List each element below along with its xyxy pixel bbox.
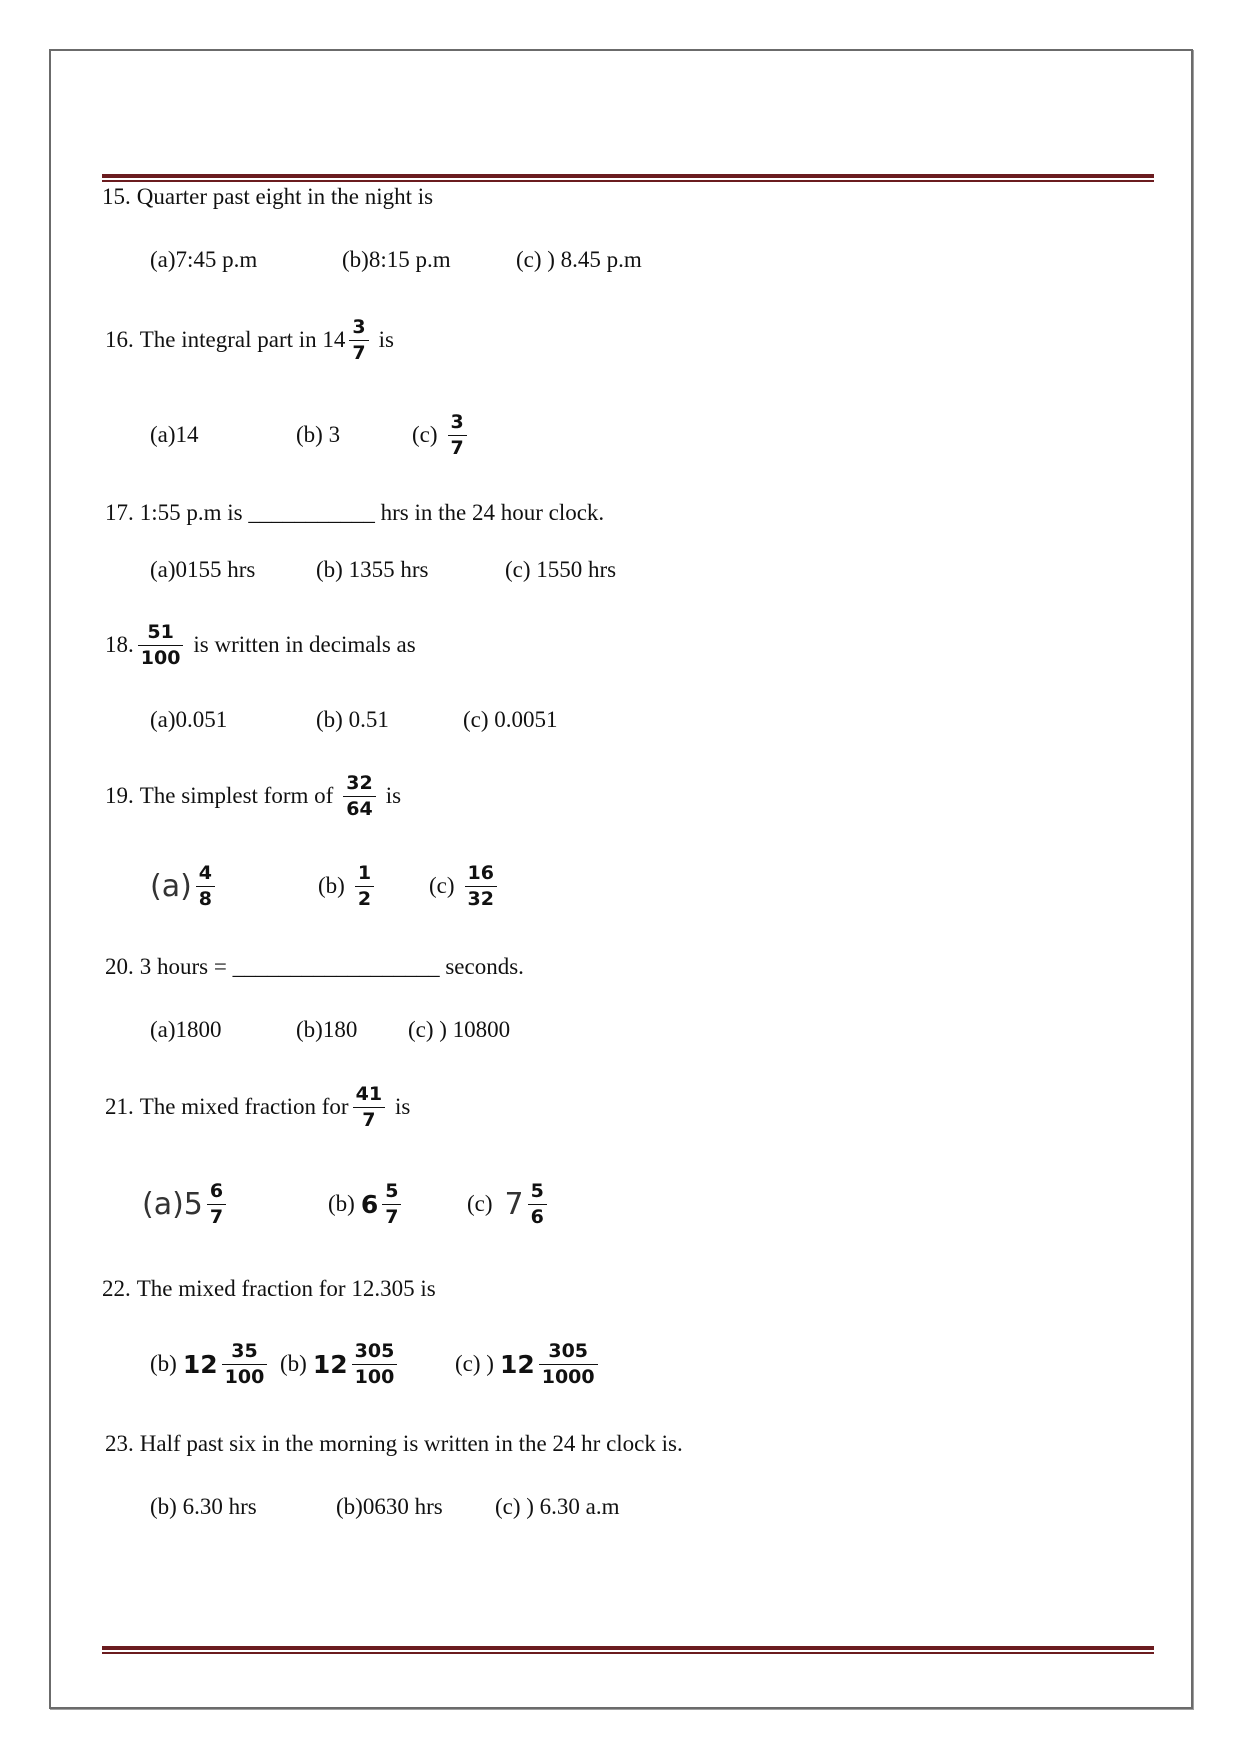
question-text: Half past six in the morning is written in the 24 hr clock is. [139,1431,683,1456]
question-15 [102,167,433,227]
options-23 [150,1477,750,1537]
fraction: $\frac{305}{1000}$ [539,1342,598,1387]
question-number: 18. [105,632,134,657]
fraction: $\frac{3}{7}$ [349,318,368,363]
option-a[interactable]: (a) $\frac{4}{8}$ [150,856,219,916]
question-number: 20. [105,954,134,979]
fraction: $\frac{5}{7}$ [382,1182,401,1227]
options-16 [150,405,650,465]
fraction: $\frac{16}{32}$ [465,864,497,909]
options-20 [150,1000,650,1060]
option-b[interactable]: (b) 1355 hrs [316,557,429,582]
question-text-end: is [385,783,402,808]
fraction: $\frac{6}{7}$ [207,1182,226,1227]
options-17 [150,540,750,600]
question-text: The simplest form of [139,783,334,808]
option-a[interactable]: (a)5 $\frac{6}{7}$ [142,1174,230,1234]
fraction: $\frac{305}{100}$ [352,1342,398,1387]
option-c[interactable]: (c) $\frac{3}{7}$ [412,405,471,465]
options-19 [150,856,650,916]
option-b[interactable]: (b) 12 $\frac{305}{100}$ [280,1334,401,1394]
option-b[interactable]: (b) $\frac{1}{2}$ [318,856,378,916]
fraction: $\frac{41}{7}$ [353,1085,385,1130]
question-number: 15. [102,184,131,209]
options-18 [150,690,750,750]
fraction: $\frac{4}{8}$ [196,864,215,909]
options-15 [150,230,850,290]
question-23 [105,1414,683,1474]
options-22 [150,1334,850,1394]
question-text: The mixed fraction for 12.305 is [136,1276,436,1301]
fraction: $\frac{51}{100}$ [138,623,184,668]
option-b[interactable]: (b) 0.51 [316,707,389,732]
option-a[interactable]: (a)1800 [150,1017,222,1042]
question-16 [105,310,394,370]
question-18 [105,615,416,675]
option-a[interactable]: (a)7:45 p.m [150,247,258,272]
question-21 [105,1077,410,1137]
question-number: 16. [105,327,134,352]
question-number: 21. [105,1094,134,1119]
option-b[interactable]: (b)180 [296,1017,358,1042]
fraction: $\frac{1}{2}$ [355,864,374,909]
question-text: Quarter past eight in the night is [136,184,434,209]
option-a[interactable]: (a)14 [150,422,199,447]
option-c[interactable]: (c) 0.0051 [463,707,558,732]
fraction: $\frac{32}{64}$ [343,774,375,819]
option-c[interactable]: (c) ) 12 $\frac{305}{1000}$ [455,1334,602,1394]
option-a[interactable]: (b) 12 $\frac{35}{100}$ [150,1334,271,1394]
question-number: 17. [105,500,134,525]
question-19 [105,766,401,826]
option-b[interactable]: (b) 3 [296,422,341,447]
option-a[interactable]: (a)0.051 [150,707,228,732]
option-c[interactable]: (c) ) 8.45 p.m [516,247,642,272]
option-c[interactable]: (c) ) 6.30 a.m [495,1494,620,1519]
question-text: The integral part in 14 [139,327,346,352]
fraction: $\frac{5}{6}$ [528,1182,547,1227]
question-text: 3 hours = __________________ seconds. [139,954,524,979]
fraction: $\frac{3}{7}$ [448,413,467,458]
question-text-end: is [378,327,394,352]
option-b[interactable]: (b)8:15 p.m [342,247,451,272]
option-a[interactable]: (a)0155 hrs [150,557,256,582]
question-number: 19. [105,783,134,808]
option-c[interactable]: (c) 1550 hrs [505,557,617,582]
option-b[interactable]: (b) 6 $\frac{5}{7}$ [328,1174,405,1234]
question-text: The mixed fraction for [139,1094,349,1119]
option-c[interactable]: (c) 7 $\frac{5}{6}$ [467,1174,551,1234]
question-20 [105,937,524,997]
option-c[interactable]: (c) ) 10800 [408,1017,511,1042]
question-17 [105,483,604,543]
option-c[interactable]: (c) $\frac{16}{32}$ [429,856,501,916]
options-21 [142,1174,642,1234]
question-text-end: is [395,1094,411,1119]
question-22 [102,1259,436,1319]
option-a[interactable]: (b) 6.30 hrs [150,1494,257,1519]
question-number: 22. [102,1276,131,1301]
fraction: $\frac{35}{100}$ [222,1342,268,1387]
question-number: 23. [105,1431,134,1456]
footer-rule [102,1646,1154,1654]
question-text: 1:55 p.m is ___________ hrs in the 24 hour clock. [139,500,605,525]
question-text: is written in decimals as [193,632,416,657]
option-b[interactable]: (b)0630 hrs [336,1494,443,1519]
